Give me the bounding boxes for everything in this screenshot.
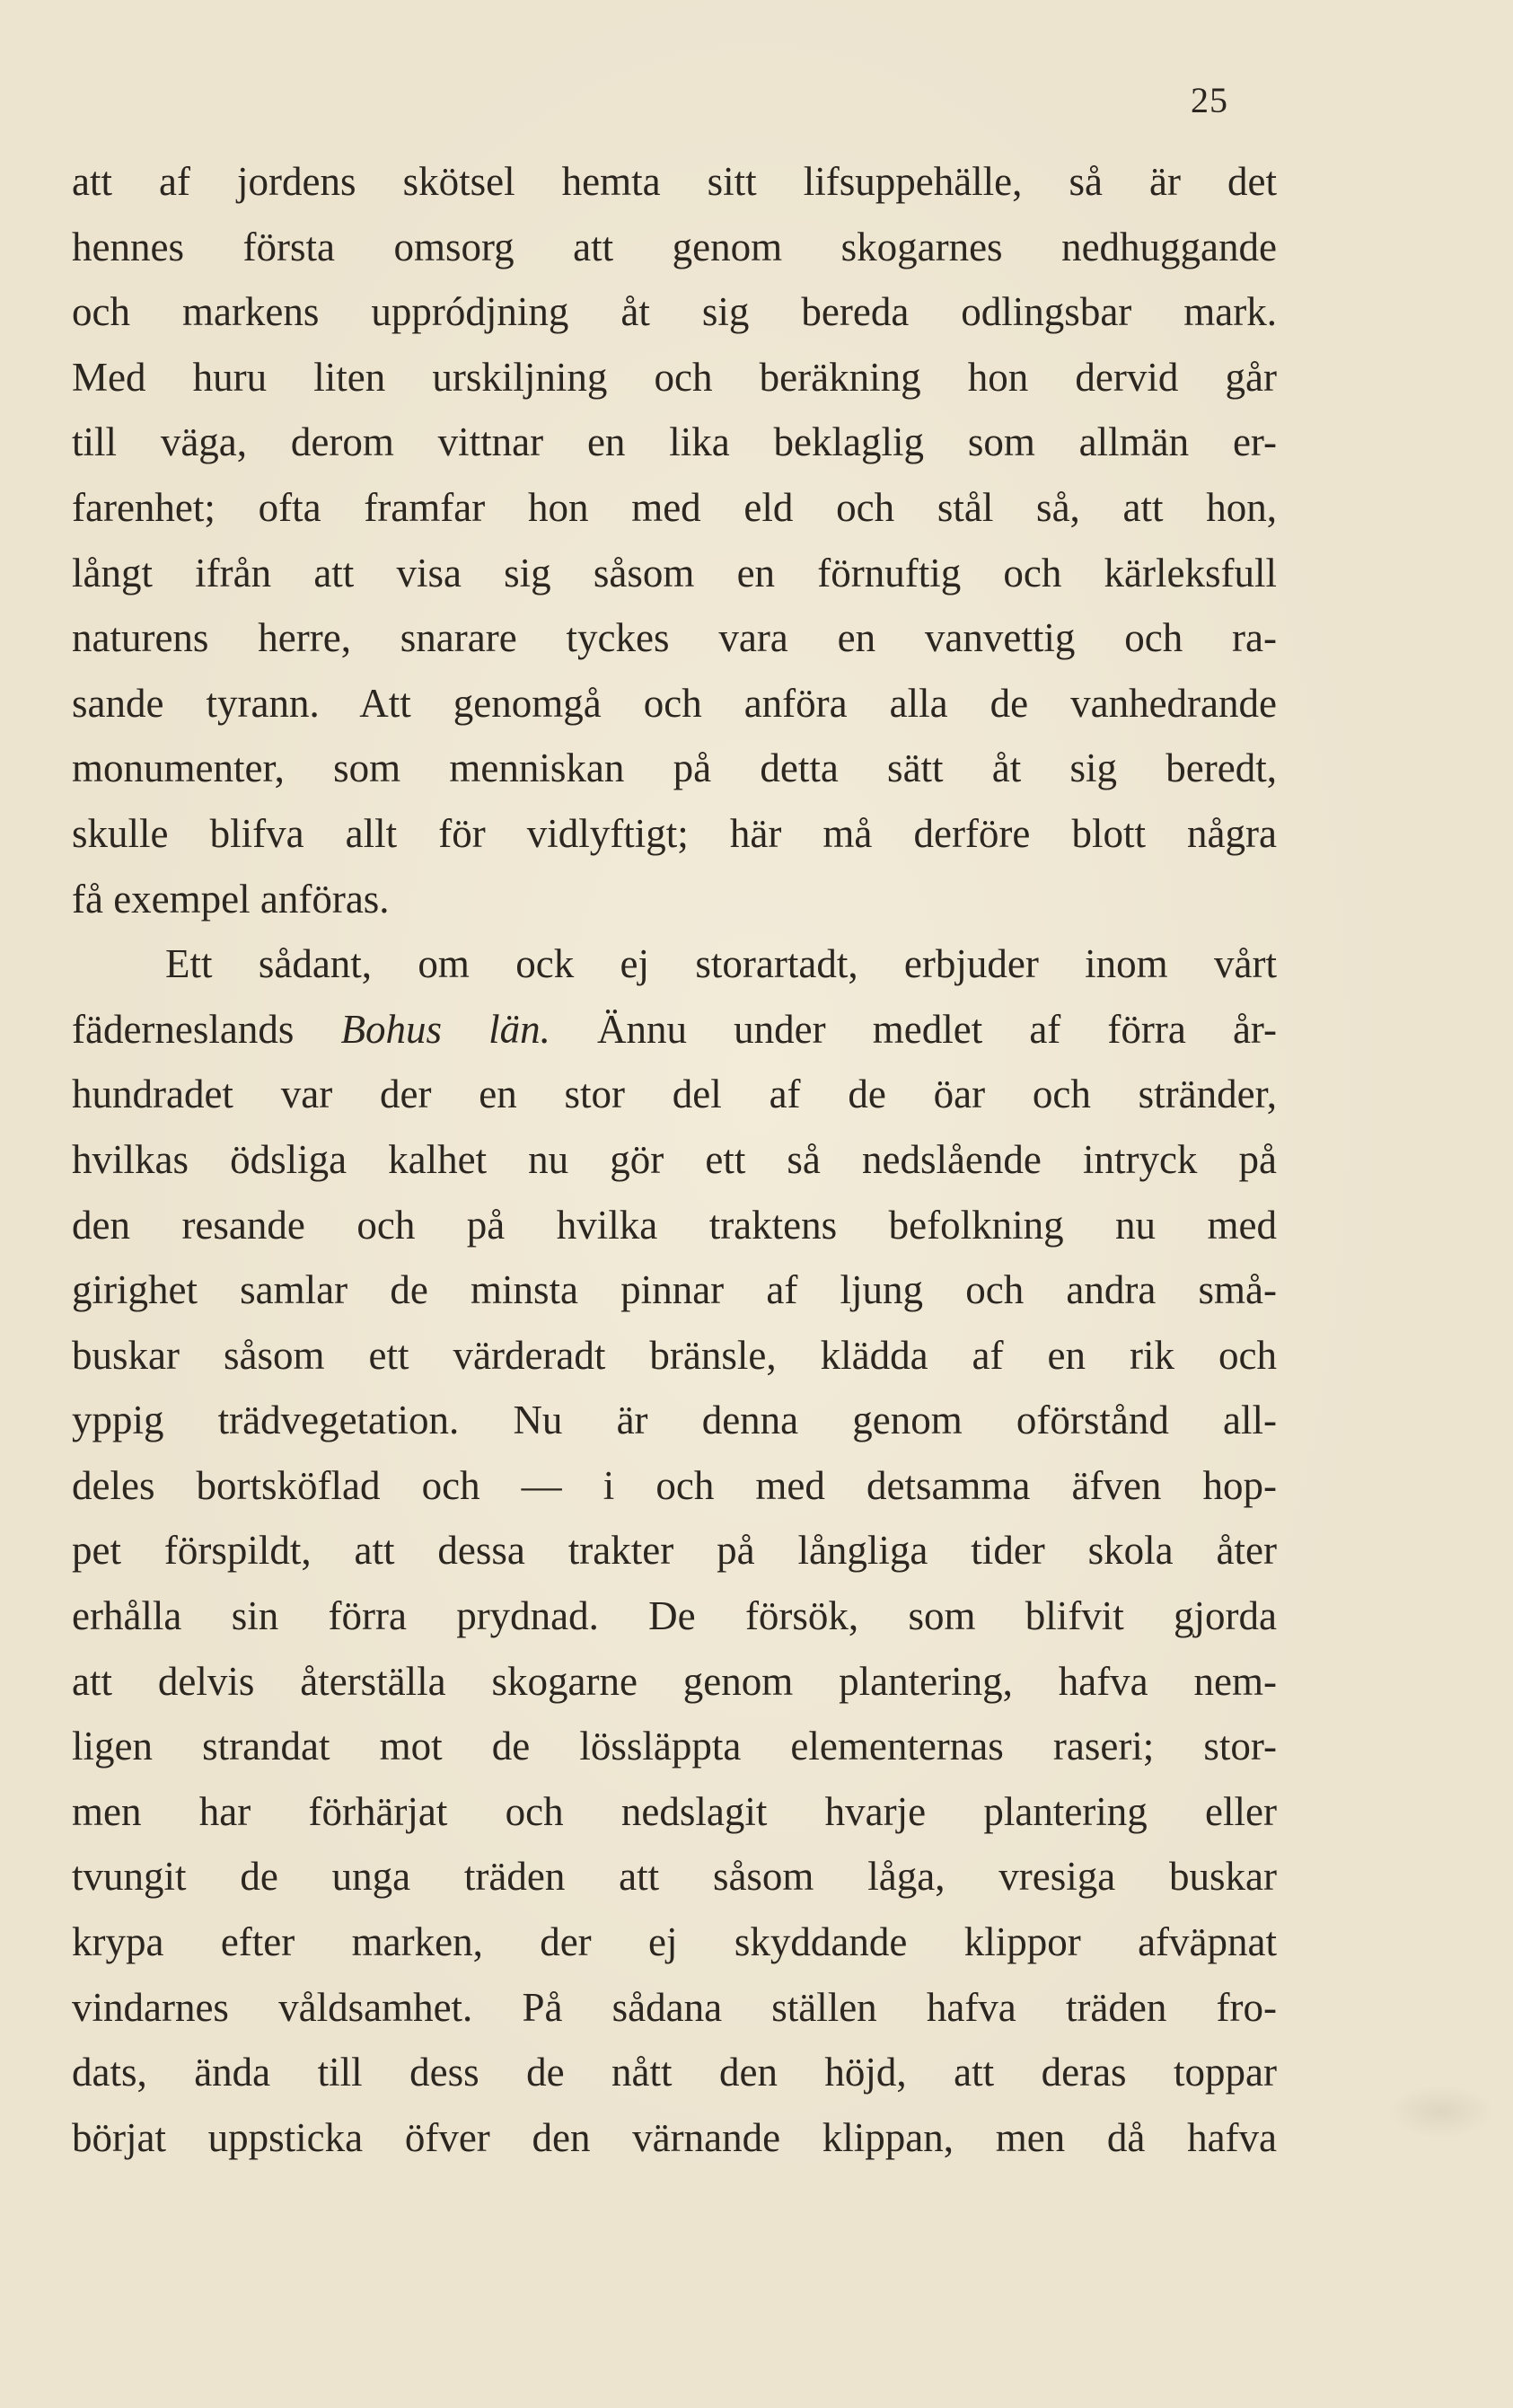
text-line: deles bortsköflad och — i och med detsamma äfven hop-	[72, 1462, 1277, 1508]
text-segment: Ännu under medlet af förra år-	[550, 1006, 1277, 1052]
text-line: men har förhärjat och nedslagit hvarje plantering eller	[72, 1788, 1277, 1834]
text-line: yppig trädvegetation. Nu är denna genom oförstånd all-	[72, 1398, 1277, 1443]
text-line: hundradet var der en stor del af de öar och stränder,	[72, 1072, 1277, 1117]
text-line: erhålla sin förra prydnad. De försök, som blifvit gjorda	[72, 1593, 1277, 1639]
place-name: Bohus län.	[340, 1006, 550, 1052]
text-line: hvilkas ödsliga kalhet nu gör ett så nedslående intryck på	[72, 1136, 1277, 1182]
text-line: skulle blifva allt för vidlyftigt; här må derföre blott några	[72, 810, 1277, 856]
text-line: ligen strandat mot de lössläppta elementernas raseri; stor-	[72, 1724, 1277, 1769]
text-line: vindarnes våldsamhet. På sådana ställen hafva träden fro-	[72, 1984, 1277, 2030]
text-line: att af jordens skötsel hemta sitt lifsuppehälle, så är det	[72, 159, 1277, 204]
page-number: 25	[1191, 80, 1228, 120]
text-line-with-place-name	[72, 997, 1277, 1063]
text-line: få exempel anföras.	[72, 876, 390, 922]
text-line: den resande och på hvilka traktens befolkning nu med	[72, 1202, 1277, 1248]
text-line: Ett sådant, om ock ej storartadt, erbjuder inom vårt	[165, 941, 1277, 987]
text-line: dats, ända till dess de nått den höjd, att deras toppar	[72, 2050, 1277, 2095]
text-line: monumenter, som menniskan på detta sätt åt sig beredt,	[72, 745, 1277, 791]
text-line: och markens uppródjning åt sig bereda odlingsbar mark.	[72, 289, 1277, 335]
text-line: buskar såsom ett värderadt bränsle, klädda af en rik och	[72, 1332, 1277, 1378]
body-text	[72, 149, 1277, 2170]
text-line: pet förspildt, att dessa trakter på långliga tider skola åter	[72, 1528, 1277, 1574]
text-line: farenhet; ofta framfar hon med eld och stål så, att hon,	[72, 484, 1277, 530]
text-line: börjat uppsticka öfver den värnande klippan, men då hafva	[72, 2114, 1277, 2160]
text-segment: fäderneslands	[72, 1006, 341, 1052]
text-line: Med huru liten urskiljning och beräkning hon dervid går	[72, 354, 1277, 400]
text-line: girighet samlar de minsta pinnar af ljung och andra små-	[72, 1267, 1277, 1313]
text-line: långt ifrån att visa sig såsom en förnuftig och kärleksfull	[72, 550, 1277, 595]
paper-smudge	[1387, 2085, 1495, 2139]
text-line: att delvis återställa skogarne genom plantering, hafva nem-	[72, 1658, 1277, 1704]
text-line: krypa efter marken, der ej skyddande klippor afväpnat	[72, 1919, 1277, 1965]
text-line: till väga, derom vittnar en lika beklaglig som allmän er-	[72, 419, 1277, 465]
text-line: hennes första omsorg att genom skogarnes nedhuggande	[72, 224, 1277, 269]
text-line: sande tyrann. Att genomgå och anföra alla de vanhedrande	[72, 680, 1277, 726]
text-line: naturens herre, snarare tyckes vara en vanvettig och ra-	[72, 615, 1277, 661]
text-line: tvungit de unga träden att såsom låga, vresiga buskar	[72, 1854, 1277, 1900]
